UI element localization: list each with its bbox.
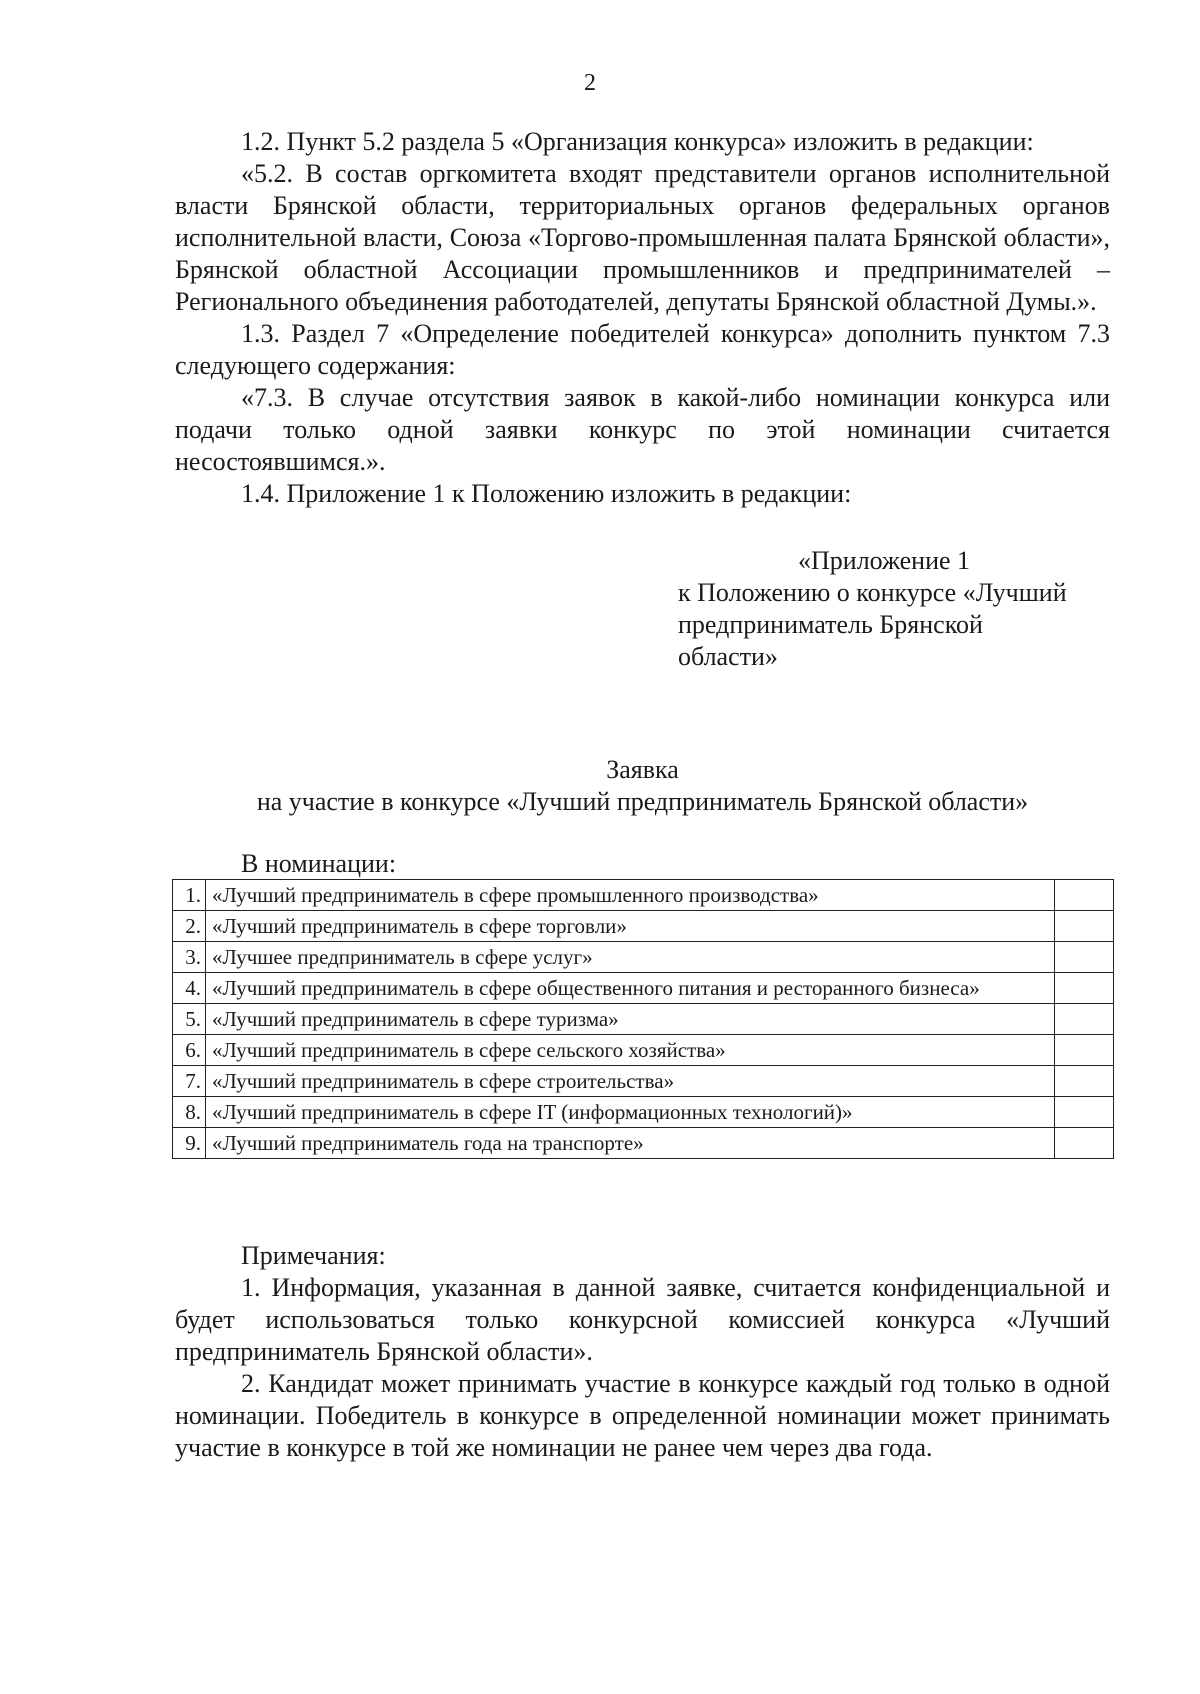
nomination-text: «Лучший предприниматель в сфере строительства» [206, 1066, 1055, 1097]
body-text [175, 126, 1110, 510]
nomination-text: «Лучший предприниматель в сфере общественного питания и ресторанного бизнеса» [206, 973, 1055, 1004]
table-row [173, 880, 1114, 911]
nomination-text: «Лучший предприниматель в сфере IT (информационных технологий)» [206, 1097, 1055, 1128]
appendix-caption [678, 545, 1128, 673]
nominations-table [172, 879, 1114, 1159]
nomination-checkbox-cell[interactable] [1055, 942, 1114, 973]
appendix-line-2: к Положению о конкурсе «Лучший [678, 578, 1067, 607]
nomination-text: «Лучший предприниматель в сфере торговли» [206, 911, 1055, 942]
appendix-line-3: предприниматель Брянской [678, 610, 983, 639]
table-row [173, 1097, 1114, 1128]
notes-section [175, 1240, 1110, 1464]
nomination-text: «Лучшее предприниматель в сфере услуг» [206, 942, 1055, 973]
paragraph-5-2: «5.2. В состав оргкомитета входят представители органов исполнительной власти Брянской области, территориальных органов федеральных органов исполнительной власти, Союза «Торгово-промышленная палата Брянской области», Брянской областной Ассоциации промышленников и предпринимателей – Регионального объединения работодателей, депутаты Брянской областной Думы.». [175, 159, 1110, 316]
nomination-text: «Лучший предприниматель в сфере туризма» [206, 1004, 1055, 1035]
paragraph-1-2: 1.2. Пункт 5.2 раздела 5 «Организация конкурса» изложить в редакции: [241, 127, 1034, 156]
nomination-checkbox-cell[interactable] [1055, 973, 1114, 1004]
nomination-checkbox-cell[interactable] [1055, 1004, 1114, 1035]
paragraph-7-3: «7.3. В случае отсутствия заявок в какой-либо номинации конкурса или подачи только одной заявки конкурс по этой номинации считается несостоявшимся.». [175, 383, 1110, 476]
nomination-text: «Лучший предприниматель в сфере промышленного производства» [206, 880, 1055, 911]
nomination-checkbox-cell[interactable] [1055, 880, 1114, 911]
application-title [0, 754, 1200, 818]
table-row [173, 973, 1114, 1004]
page-number: 2 [584, 70, 596, 96]
nomination-checkbox-cell[interactable] [1055, 1035, 1114, 1066]
nominations-label: В номинации: [241, 849, 397, 878]
table-row [173, 1066, 1114, 1097]
nomination-number: 2. [173, 911, 206, 942]
paragraph-1-4: 1.4. Приложение 1 к Положению изложить в редакции: [241, 479, 852, 508]
nomination-number: 4. [173, 973, 206, 1004]
nomination-text: «Лучший предприниматель года на транспорте» [206, 1128, 1055, 1159]
nomination-text: «Лучший предприниматель в сфере сельского хозяйства» [206, 1035, 1055, 1066]
nomination-number: 9. [173, 1128, 206, 1159]
table-row [173, 942, 1114, 973]
nomination-number: 8. [173, 1097, 206, 1128]
table-row [173, 1035, 1114, 1066]
nomination-number: 7. [173, 1066, 206, 1097]
title-line-1: Заявка [606, 755, 679, 784]
nomination-number: 5. [173, 1004, 206, 1035]
nomination-number: 3. [173, 942, 206, 973]
nomination-number: 6. [173, 1035, 206, 1066]
note-1: 1. Информация, указанная в данной заявке, считается конфиденциальной и будет использоваться только конкурсной комиссией конкурса «Лучший предприниматель Брянской области». [175, 1273, 1110, 1366]
nomination-checkbox-cell[interactable] [1055, 911, 1114, 942]
nomination-number: 1. [173, 880, 206, 911]
nomination-checkbox-cell[interactable] [1055, 1128, 1114, 1159]
note-2: 2. Кандидат может принимать участие в конкурсе каждый год только в одной номинации. Победитель в конкурсе в определенной номинации может принимать участие в конкурсе в той же номинации не ранее чем через два года. [175, 1369, 1110, 1462]
table-row [173, 1128, 1114, 1159]
nomination-checkbox-cell[interactable] [1055, 1097, 1114, 1128]
appendix-line-1: «Приложение 1 [798, 546, 971, 575]
paragraph-1-3: 1.3. Раздел 7 «Определение победителей конкурса» дополнить пунктом 7.3 следующего содержания: [175, 319, 1110, 380]
nomination-checkbox-cell[interactable] [1055, 1066, 1114, 1097]
title-line-2: на участие в конкурсе «Лучший предприниматель Брянской области» [256, 787, 1029, 816]
table-row [173, 911, 1114, 942]
appendix-line-4: области» [678, 642, 778, 671]
notes-heading: Примечания: [241, 1241, 386, 1270]
table-row [173, 1004, 1114, 1035]
